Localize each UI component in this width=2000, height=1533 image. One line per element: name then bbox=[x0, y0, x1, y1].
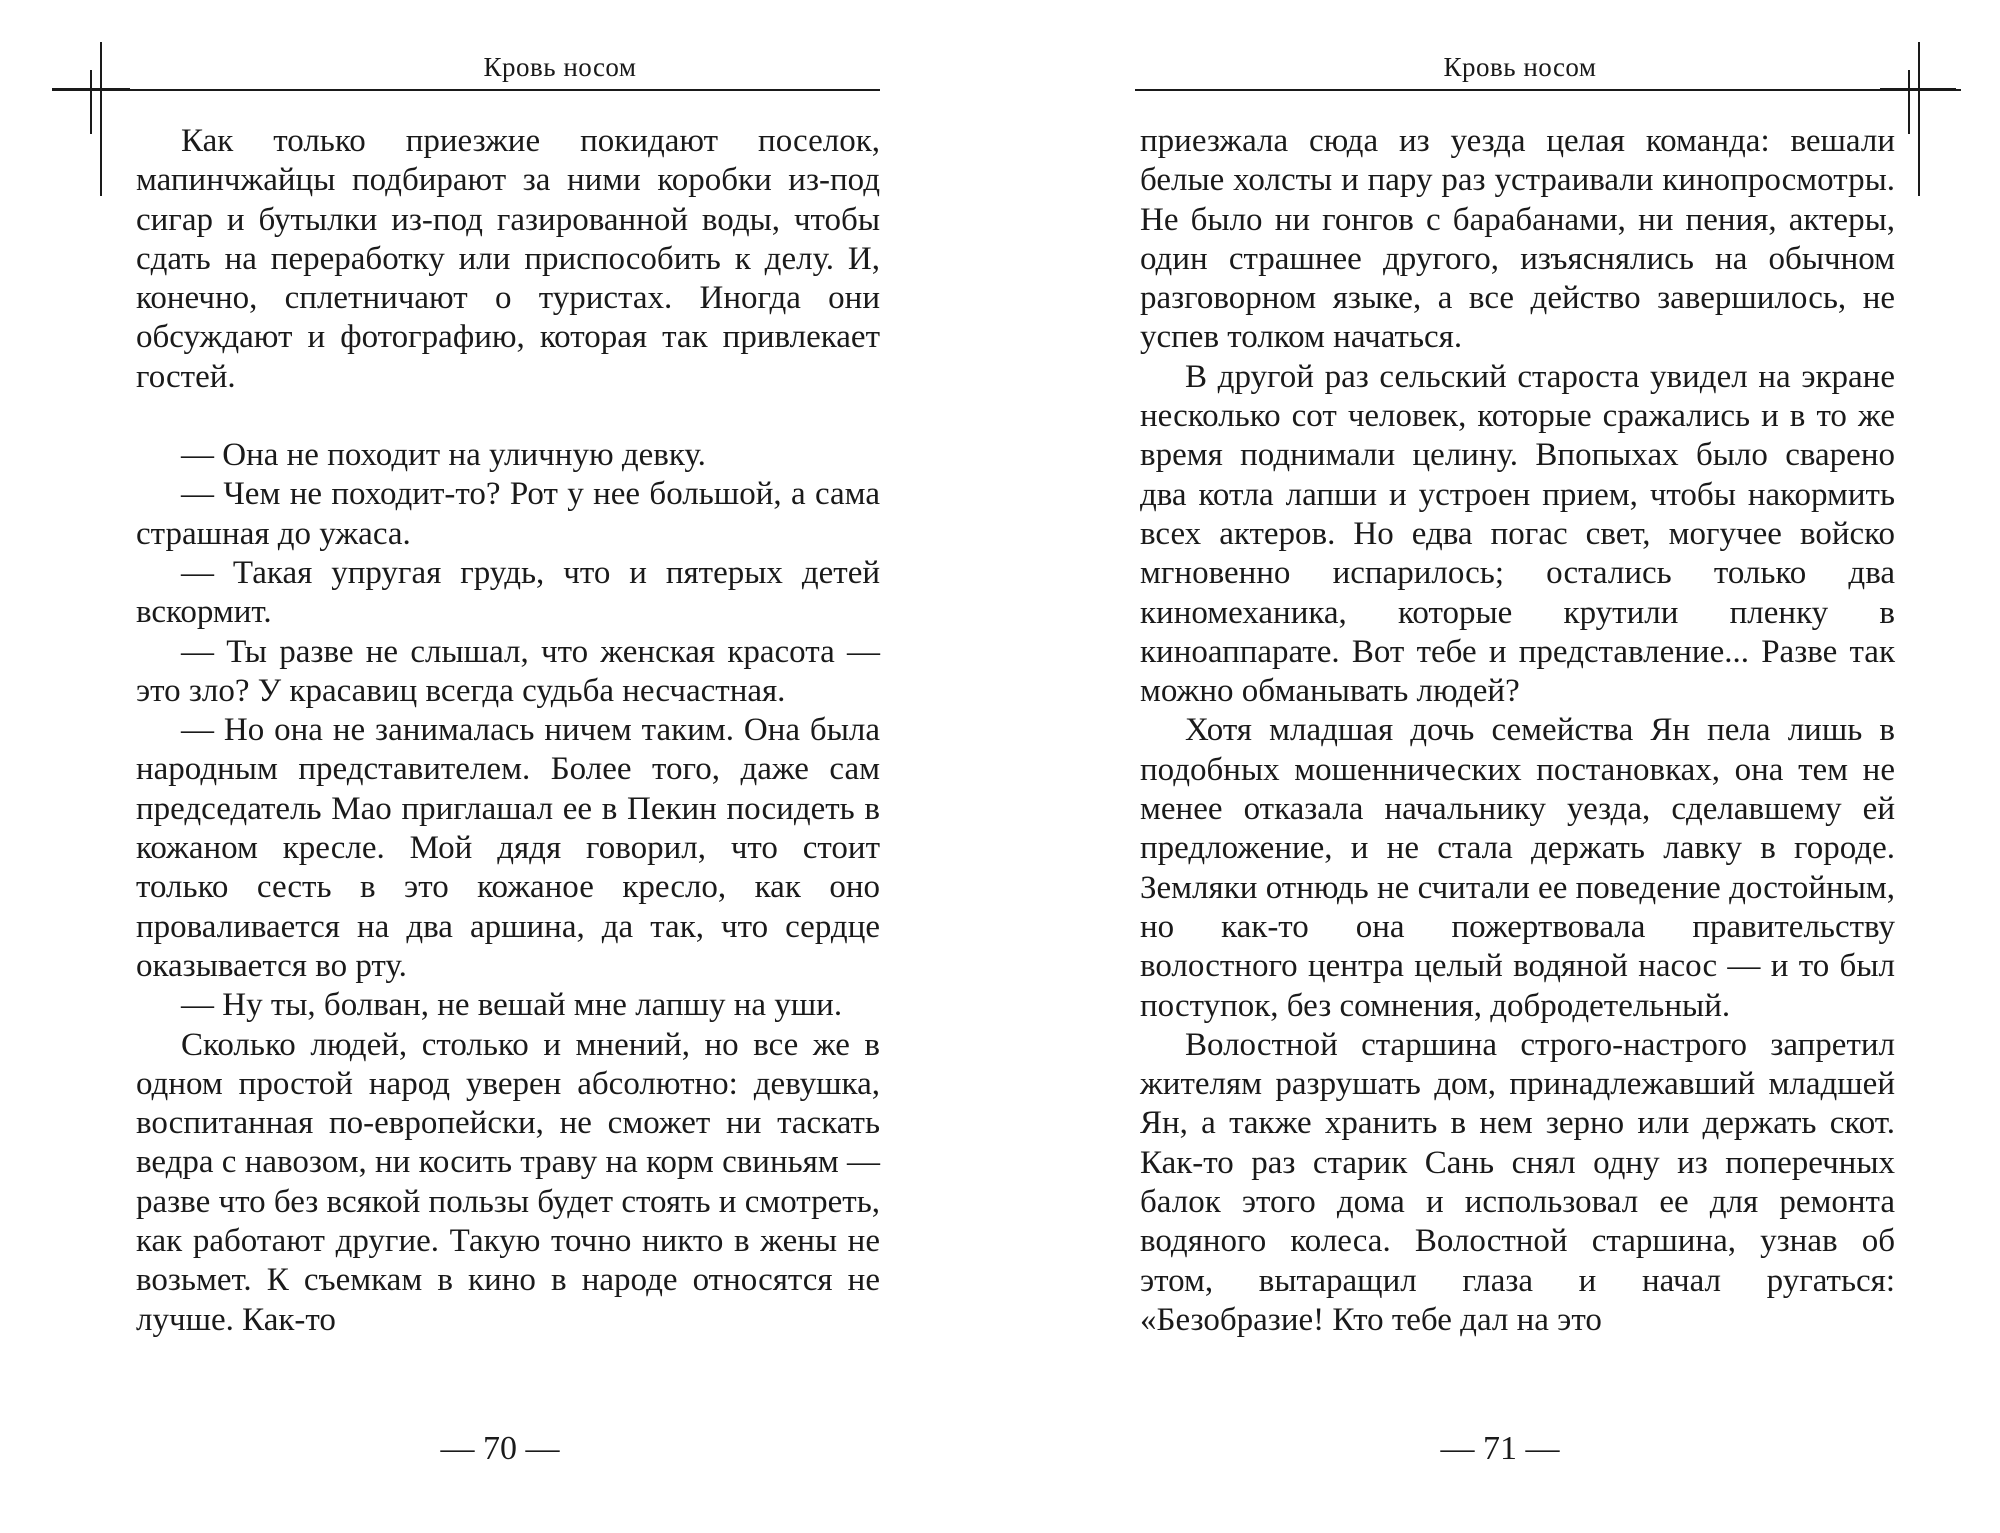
page-number-right: — 71 — bbox=[1440, 1430, 1560, 1467]
paragraph: — Чем не походит-то? Рот у нее большой, а сама страшная до ужаса. bbox=[136, 476, 880, 552]
paragraph: — Она не походит на уличную девку. bbox=[181, 437, 706, 474]
running-head-right: Кровь носом bbox=[1443, 52, 1597, 82]
paragraph: Волостной старшина строго-настрого запретил жителям разрушать дом, принадлежавший младшей Ян, а также хранить в нем зерно или держать скот. Как-то раз старик Сань снял одну из поперечных балок этого дома и использовал ее для ремонта водяного колеса. Волостной старшина, узнав об этом, вытаращил глаза и начал ругаться: «Безобразие! Кто тебе дал на это bbox=[1140, 1026, 1895, 1338]
page-number-left: — 70 — bbox=[440, 1430, 560, 1467]
right-corner-short-rule bbox=[1908, 70, 1910, 134]
right-corner-horizontal-rule bbox=[1880, 88, 1956, 90]
right-corner-vertical-rule bbox=[1918, 42, 1920, 196]
right-page bbox=[1000, 0, 2000, 1533]
paragraph: В другой раз сельский староста увидел на экране несколько сот человек, которые сражались и в то же время поднимали целину. Впопыхах было сварено два котла лапши и устроен прием, чтобы накормить всех актеров. Но едва погас свет, могучее войско мгновенно испарилось; остались только два киномеханика, которые крутили пленку в киноаппарате. Вот тебе и представление... Разве так можно обманывать людей? bbox=[1140, 358, 1895, 710]
left-corner-vertical-rule bbox=[100, 42, 102, 196]
paragraph: Как только приезжие покидают поселок, мапинчжайцы подбирают за ними коробки из-под сигар и бутылки из-под газированной воды, чтобы сдать на переработку или приспособить к делу. И, конечно, сплетничают о туристах. Иногда они обсуждают и фотографию, которая так привлекает гостей. bbox=[136, 123, 880, 395]
left-header-rule bbox=[52, 89, 880, 91]
paragraph: Хотя младшая дочь семейства Ян пела лишь в подобных мошеннических постановках, она тем не менее отказала начальнику уезда, сделавшему ей предложение, и не стала держать лавку в городе. Земляки отнюдь не считали ее поведение достойным, но как-то она пожертвовала правительству волостного центра целый водяной насос — и то был поступок, без сомнения, добродетельный. bbox=[1140, 712, 1895, 1024]
paragraph: — Такая упругая грудь, что и пятерых детей вскормит. bbox=[136, 554, 880, 631]
paragraph: — Но она не занималась ничем таким. Она была народным представителем. Более того, даже сам председатель Мао приглашал ее в Пекин посидеть в кожаном кресле. Мой дядя говорил, что стоит только сесть в это кожаное кресло, как оно проваливается на два аршина, да так, что сердце оказывается во рту. bbox=[136, 712, 880, 984]
right-page-body bbox=[1140, 122, 1895, 1340]
paragraph: — Ты разве не слышал, что женская красота — это зло? У красавиц всегда судьба несчастная. bbox=[136, 633, 880, 709]
paragraph: Сколько людей, столько и мнений, но все же в одном простой народ уверен абсолютно: девушка, воспитанная по-европейски, не сможет ни таскать ведра с навозом, ни косить траву на корм свиньям — разве что без всякой пользы будет стоять и смотреть, как работают другие. Такую точно никто в жены не возьмет. К съемкам в кино в народе относятся не лучше. Как-то bbox=[136, 1026, 880, 1338]
right-header-rule bbox=[1135, 89, 1961, 91]
paragraph: — Ну ты, болван, не вешай мне лапшу на уши. bbox=[181, 987, 843, 1024]
left-corner-short-rule bbox=[90, 70, 92, 134]
left-page-body bbox=[136, 122, 880, 1340]
running-head-left: Кровь носом bbox=[483, 52, 637, 82]
paragraph: приезжала сюда из уезда целая команда: вешали белые холсты и пару раз устраивали кинопросмотры. Не было ни гонгов с барабанами, ни пения, актеры, один страшнее другого, изъяснялись на обычном разговорном языке, а все действо завершилось, не успев толком начаться. bbox=[1140, 123, 1895, 356]
